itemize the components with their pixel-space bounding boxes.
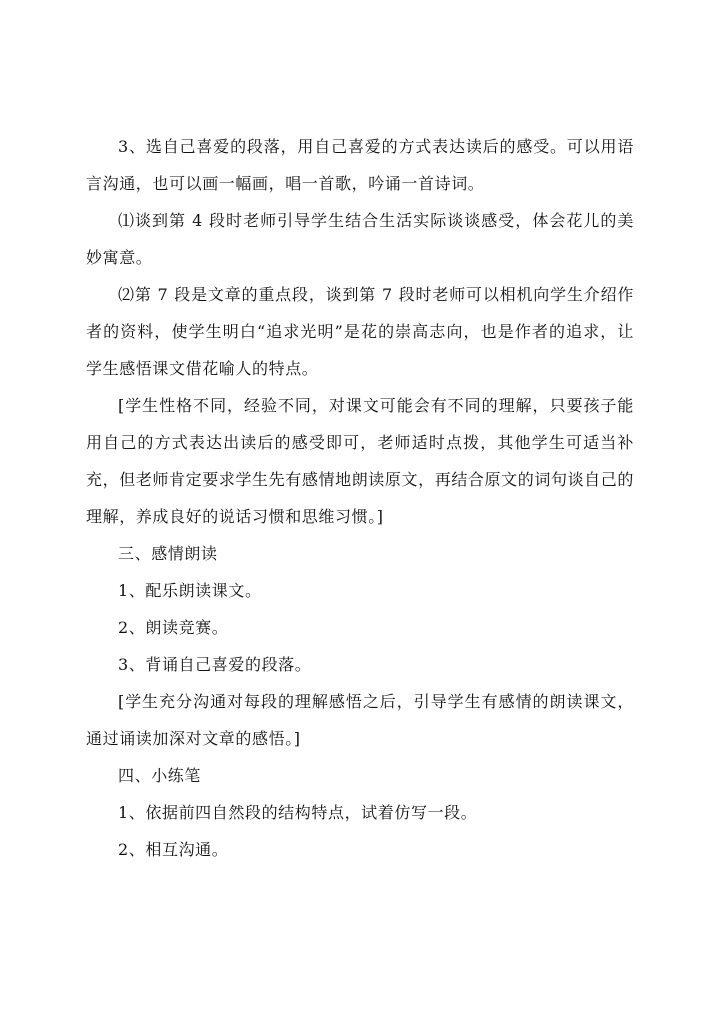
heading-writing-practice: 四、小练笔	[118, 766, 202, 785]
paragraph-teacher-note-1: [学生性格不同，经验不同，对课文可能会有不同的理解，只要孩子能用自己的方式表达出读后的感受即可，老师适时点拨，其他学生可适当补充，但老师肯定要求学生先有感情地朗读原文，再结合原文的词句谈自己的理解，养成良好的说话习惯和思维习惯。]	[86, 396, 634, 526]
list-item-music-reading: 1、配乐朗读课文。	[118, 581, 262, 600]
document-body	[86, 128, 634, 868]
paragraph-section-4: ⑴谈到第 4 段时老师引导学生结合生活实际谈谈感受，体会花儿的美妙寓意。	[86, 211, 634, 267]
list-item-reading-contest: 2、朗读竞赛。	[118, 618, 229, 637]
list-item-imitate-writing: 1、依据前四自然段的结构特点，试着仿写一段。	[118, 803, 478, 822]
list-item-recite: 3、背诵自己喜爱的段落。	[118, 655, 312, 674]
paragraph-choose-favorite: 3、选自己喜爱的段落，用自己喜爱的方式表达读后的感受。可以用语言沟通，也可以画一幅画，唱一首歌，吟诵一首诗词。	[86, 137, 634, 193]
paragraph-section-7: ⑵第 7 段是文章的重点段，谈到第 7 段时老师可以相机向学生介绍作者的资料，使学生明白“追求光明”是花的崇高志向，也是作者的追求，让学生感悟课文借花喻人的特点。	[86, 285, 634, 378]
heading-emotional-reading: 三、感情朗读	[118, 544, 218, 563]
paragraph-teacher-note-2: [学生充分沟通对每段的理解感悟之后，引导学生有感情的朗读课文，通过诵读加深对文章的感悟。]	[86, 692, 634, 748]
list-item-communicate: 2、相互沟通。	[118, 840, 229, 859]
